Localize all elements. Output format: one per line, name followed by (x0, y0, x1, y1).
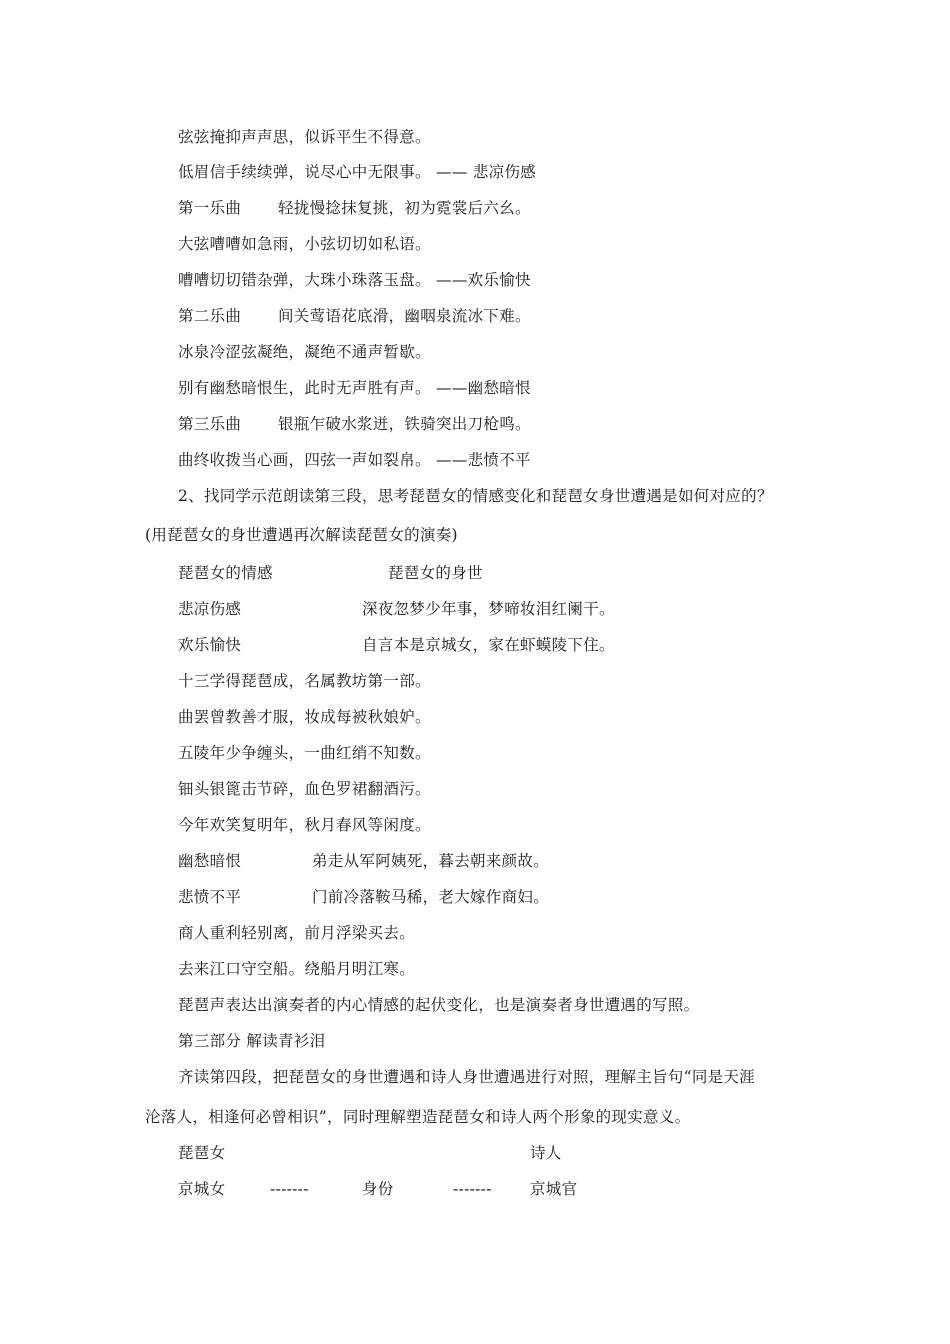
header-life: 琵琶女的身世 (388, 564, 483, 582)
life-cell: 深夜忽梦少年事，梦啼妆泪红阑干。 (362, 600, 615, 618)
paragraph-line: 齐读第四段，把琵琶女的身世遭遇和诗人身世遭遇进行对照，理解主旨句“同是天涯 (178, 1068, 756, 1086)
dash-separator: ------- (453, 1180, 492, 1198)
emotion-cell: 悲凉伤感 (178, 600, 242, 618)
compare-right-value: 京城官 (530, 1180, 578, 1198)
verse-line: 冰泉冷涩弦凝绝，凝绝不通声暂歇。 (178, 343, 431, 361)
compare-aspect: 身份 (362, 1180, 394, 1198)
life-cell: 弟走从军阿姨死，暮去朝来颜故。 (312, 852, 550, 870)
question-note: (用琵琶女的身世遭遇再次解读琵琶女的演奏) (145, 526, 458, 544)
compare-right-title: 诗人 (530, 1144, 562, 1162)
tune-label: 第二乐曲 (178, 307, 242, 325)
emotion-cell: 悲愤不平 (178, 888, 242, 906)
life-cell: 门前冷落鞍马稀，老大嫁作商妇。 (312, 888, 550, 906)
verse-line: 曲罢曾教善才服，妆成每被秋娘妒。 (178, 708, 431, 726)
paragraph-line: 沦落人，相逢何必曾相识”，同时理解塑造琵琶女和诗人两个形象的现实意义。 (145, 1108, 691, 1126)
tune-text: 银瓶乍破水浆迸，铁骑突出刀枪鸣。 (278, 415, 531, 433)
verse-line: 弦弦掩抑声声思，似诉平生不得意。 (178, 128, 431, 146)
verse-line: 嘈嘈切切错杂弹，大珠小珠落玉盘。 ——欢乐愉快 (178, 271, 531, 289)
question-line: 2、找同学示范朗读第三段，思考琵琶女的情感变化和琵琶女身世遭遇是如何对应的？ (178, 487, 773, 505)
verse-line: 低眉信手续续弹，说尽心中无限事。 —— 悲凉伤感 (178, 163, 537, 181)
emotion-cell: 幽愁暗恨 (178, 852, 242, 870)
tune-text: 间关莺语花底滑，幽咽泉流冰下难。 (278, 307, 531, 325)
tune-label: 第三乐曲 (178, 415, 242, 433)
verse-line: 商人重利轻别离，前月浮梁买去。 (178, 924, 416, 942)
verse-line: 别有幽愁暗恨生，此时无声胜有声。 ——幽愁暗恨 (178, 379, 531, 397)
verse-line: 去来江口守空船。绕船月明江寒。 (178, 960, 416, 978)
header-emotion: 琵琶女的情感 (178, 564, 273, 582)
tune-label: 第一乐曲 (178, 199, 242, 217)
dash-separator: ------- (270, 1180, 309, 1198)
verse-line: 今年欢笑复明年，秋月春风等闲度。 (178, 816, 431, 834)
verse-line: 曲终收拨当心画，四弦一声如裂帛。 ——悲愤不平 (178, 451, 531, 469)
verse-line: 十三学得琵琶成，名属教坊第一部。 (178, 672, 431, 690)
tune-text: 轻拢慢捻抹复挑，初为霓裳后六幺。 (278, 199, 531, 217)
verse-line: 大弦嘈嘈如急雨，小弦切切如私语。 (178, 235, 431, 253)
section-heading: 第三部分 解读青衫泪 (178, 1032, 326, 1050)
compare-left-value: 京城女 (178, 1180, 226, 1198)
summary-line: 琵琶声表达出演奏者的内心情感的起伏变化，也是演奏者身世遭遇的写照。 (178, 996, 700, 1014)
verse-line: 五陵年少争缠头，一曲红绡不知数。 (178, 744, 431, 762)
verse-line: 钿头银篦击节碎，血色罗裙翻酒污。 (178, 780, 431, 798)
emotion-cell: 欢乐愉快 (178, 636, 242, 654)
compare-left-title: 琵琶女 (178, 1144, 226, 1162)
life-cell: 自言本是京城女，家在虾蟆陵下住。 (362, 636, 615, 654)
